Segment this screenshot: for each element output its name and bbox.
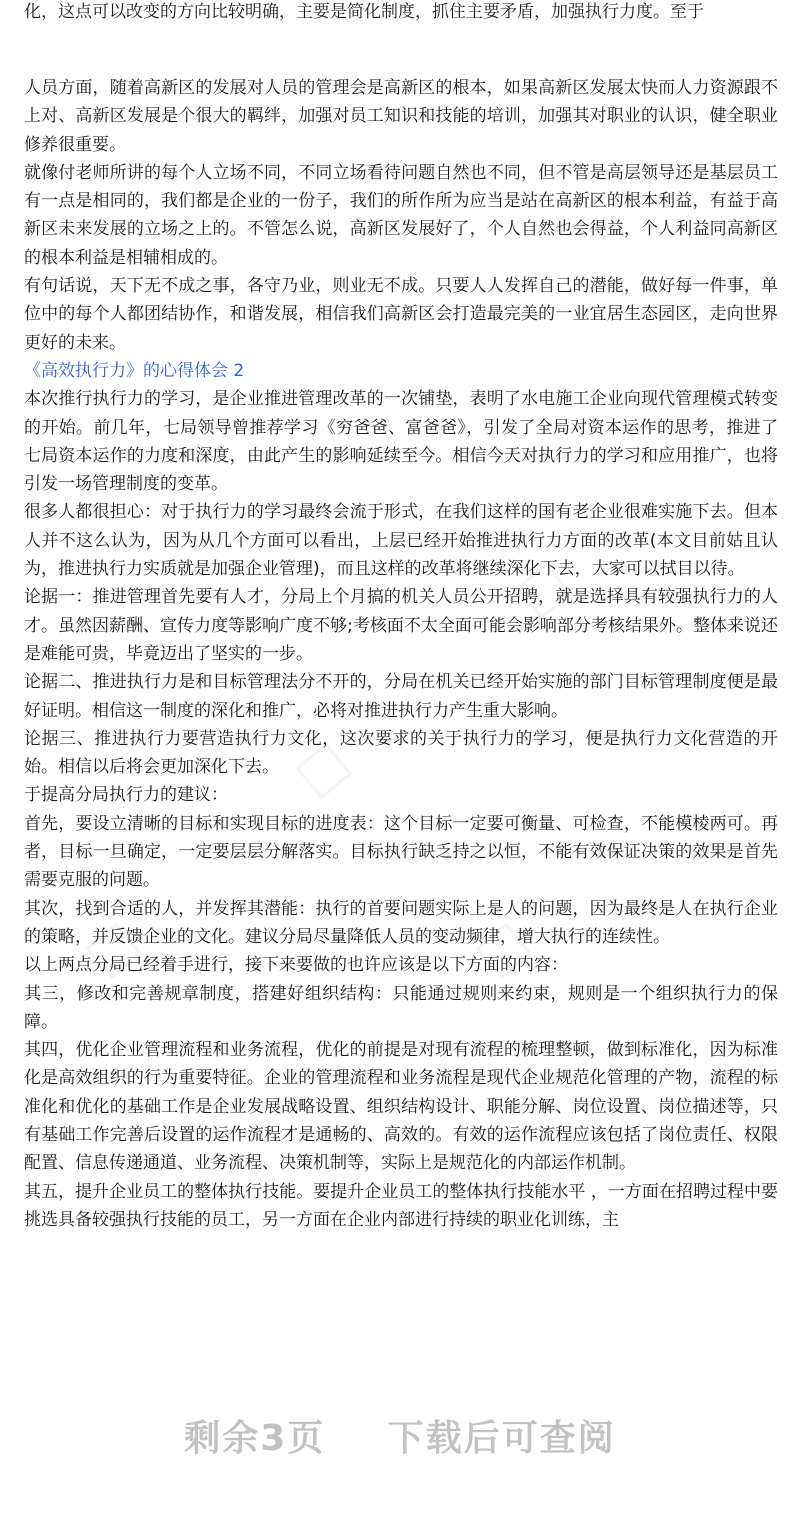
remaining-pages-label: 剩余3页: [184, 1418, 326, 1459]
paragraph: 人员方面，随着高新区的发展对人员的管理会是高新区的根本，如果高新区发展太快而人力资源跟不上对、高新区发展是个很大的羁绊，加强对员工知识和技能的培训，加强其对职业的认识，健全职业修养很重要。: [24, 78, 778, 155]
paragraph: 其次，找到合适的人，并发挥其潜能：执行的首要问题实际上是人的问题，因为最终是人在执行企业的策略，并反馈企业的文化。建议分局尽量降低人员的变动频律，增大执行的连续性。: [24, 898, 778, 947]
paragraph: 其三，修改和完善规章制度，搭建好组织结构：只能通过规则来约束，规则是一个组织执行力的保障。: [24, 983, 778, 1032]
download-banner[interactable]: [0, 1410, 800, 1461]
paragraph: 首先，要设立清晰的目标和实现目标的进度表：这个目标一定要可衡量、可检查，不能模棱两可。再者，目标一旦确定，一定要层层分解落实。目标执行缺乏持之以恒，不能有效保证决策的效果是首先需要克服的问题。: [24, 813, 778, 891]
paragraph: 于提高分局执行力的建议：: [24, 785, 228, 806]
paragraph: 其五，提升企业员工的整体执行技能。要提升企业员工的整体执行技能水平 ，一方面在招聘过程中要挑选具备较强执行技能的员工，另一方面在企业内部进行持续的职业化训练，主: [24, 1181, 778, 1230]
paragraph: 有句话说，天下无不成之事，各守乃业，则业无不成。只要人人发挥自己的潜能，做好每一件事，单位中的每个人都团结协作，和谐发展，相信我们高新区会打造最完美的一业宜居生态园区，走向世界更好的未来。: [24, 276, 778, 353]
paragraph: 论据二、推进执行力是和目标管理法分不开的，分局在机关已经开始实施的部门目标管理制度便是最好证明。相信这一制度的深化和推广，必将对推进执行力产生重大影响。: [24, 672, 778, 721]
paragraph: 就像付老师所讲的每个人立场不同，不同立场看待问题自然也不同，但不管是高层领导还是基层员工有一点是相同的，我们都是企业的一份子，我们的所作所为应当是站在高新区的根本利益，有益于高新区未来发展的立场之上的。不管怎么说，高新区发展好了，个人自然也会得益，个人利益同高新区的根本利益是相辅相成的。: [24, 162, 778, 268]
section-heading: 《高效执行力》的心得体会 2: [24, 360, 245, 381]
paragraph: 本次推行执行力的学习，是企业推进管理改革的一次铺垫，表明了水电施工企业向现代管理模式转变的开始。前几年，七局领导曾推荐学习《穷爸爸、富爸爸》，引发了全局对资本运作的思考，推进了七局资本运作的力度和深度，由此产生的影响延续至今。相信今天对执行力的学习和应用推广，也将引发一场管理制度的变革。: [24, 389, 778, 495]
download-to-view-label: 下载后可查阅: [387, 1418, 616, 1459]
paragraph: 很多人都很担心：对于执行力的学习最终会流于形式，在我们这样的国有老企业很难实施下去。但本人并不这么认为，因为从几个方面可以看出，上层已经开始推进执行力方面的改革(本文目前姑且认为，推进执行力实质就是加强企业管理)，而且这样的改革将继续深化下去，大家可以拭目以待。: [24, 502, 778, 580]
document-body: [24, 74, 778, 1234]
paragraph: 论据三、推进执行力要营造执行力文化，这次要求的关于执行力的学习，便是执行力文化营造的开始。相信以后将会更加深化下去。: [24, 728, 778, 778]
top-fragment: 化，这点可以改变的方向比较明确，主要是简化制度，抓住主要矛盾，加强执行力度。至于: [24, 2, 704, 22]
paragraph: 以上两点分局已经着手进行，接下来要做的也许应该是以下方面的内容：: [24, 955, 568, 976]
paragraph: 论据一：推进管理首先要有人才，分局上个月搞的机关人员公开招聘，就是选择具有较强执行力的人才。虽然因薪酬、宣传力度等影响广度不够;考核面不太全面可能会影响部分考核结果外。整体来说还是难能可贵，毕竟迈出了坚实的一步。: [24, 587, 778, 664]
paragraph: 其四，优化企业管理流程和业务流程，优化的前提是对现有流程的梳理整顿，做到标准化，因为标准化是高效组织的行为重要特征。企业的管理流程和业务流程是现代企业规范化管理的产物，流程的标准化和优化的基础工作是企业发展战略设置、组织结构设计、职能分解、岗位设置、岗位描述等，只有基础工作完善后设置的运作流程才是通畅的、高效的。有效的运作流程应该包括了岗位责任、权限配置、信息传递通道、业务流程、决策机制等，实际上是规范化的内部运作机制。: [24, 1040, 778, 1174]
